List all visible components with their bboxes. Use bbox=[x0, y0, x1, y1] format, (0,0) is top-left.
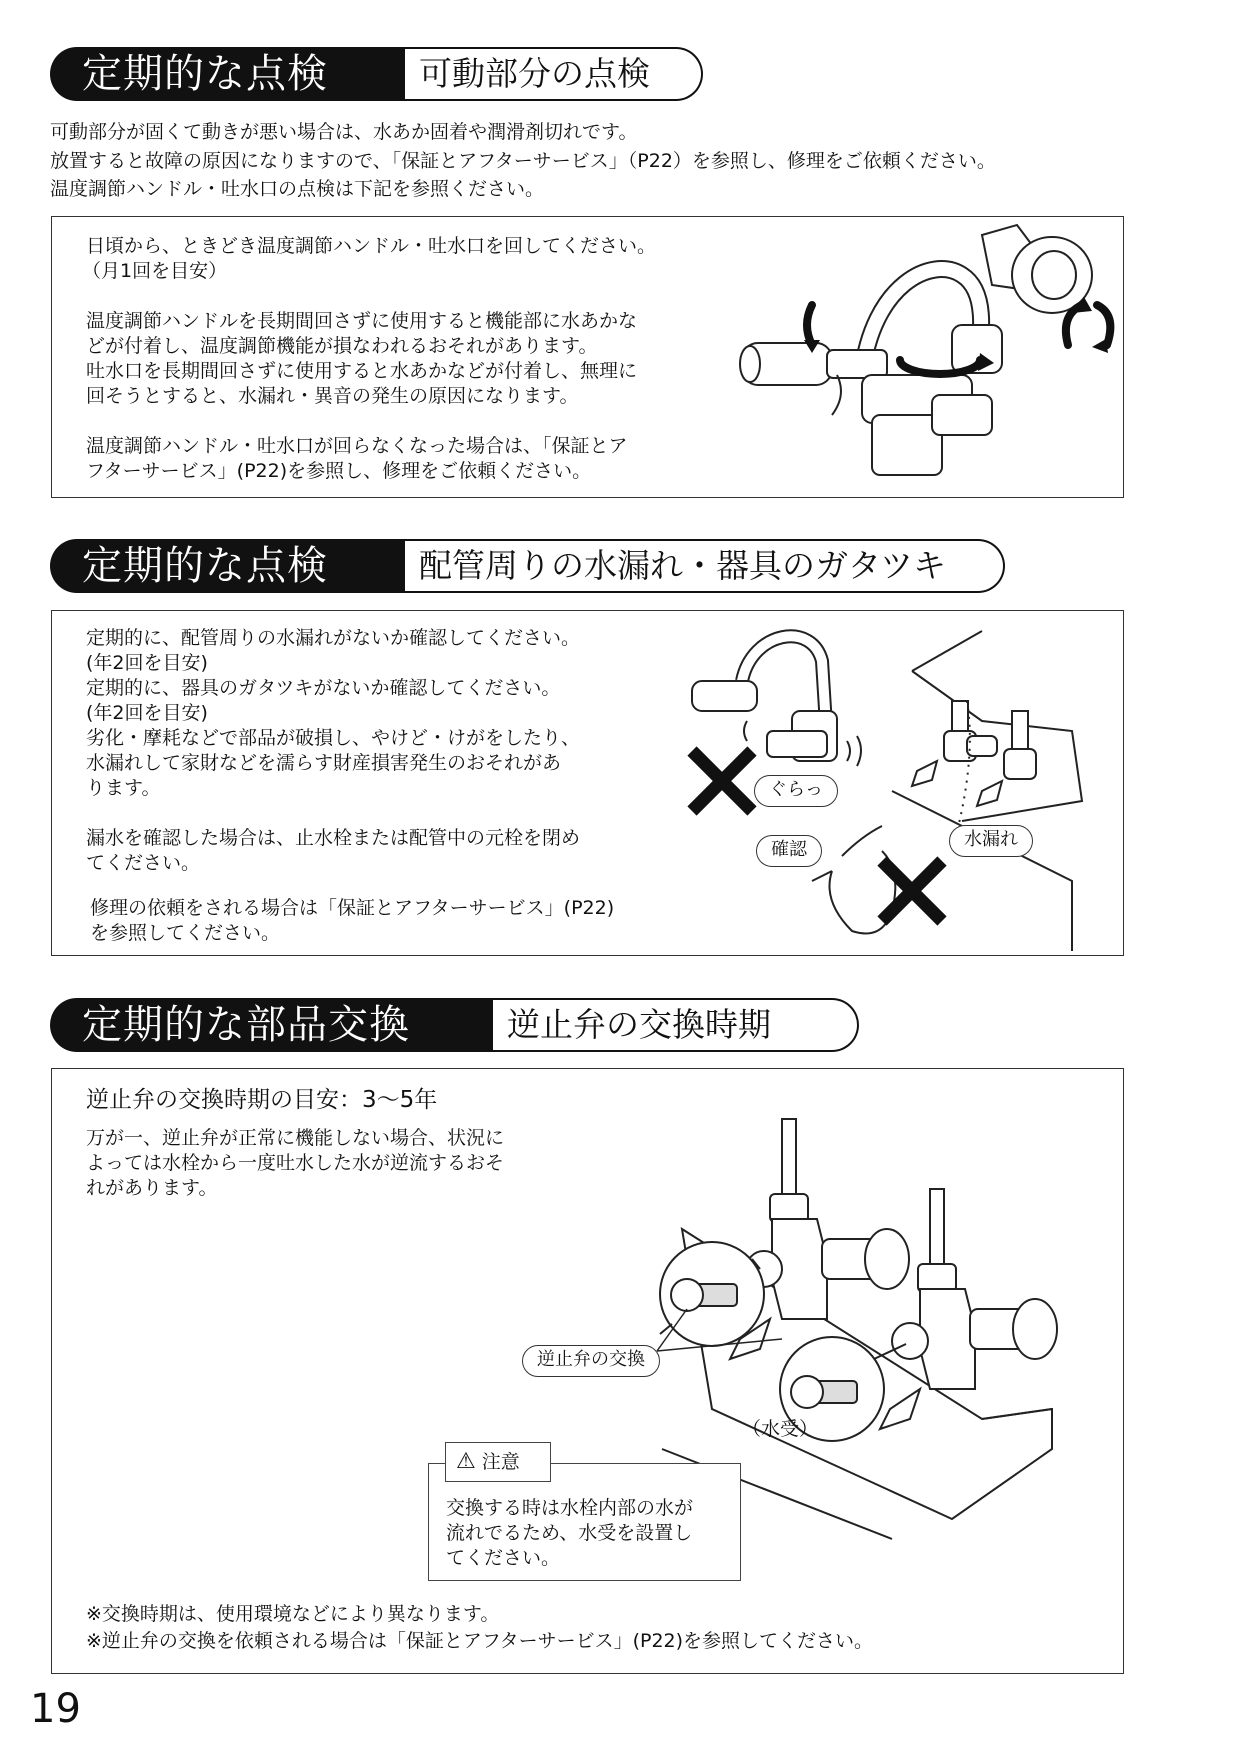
caution-line: てください。 bbox=[446, 1547, 561, 1569]
warning-triangle-icon: ⚠ bbox=[456, 1449, 476, 1474]
box-line: 劣化・摩耗などで部品が破損し、やけど・けがをしたり、 bbox=[86, 727, 581, 749]
caution-title-text: 注意 bbox=[481, 1451, 520, 1473]
desc-line: れがあります。 bbox=[86, 1177, 218, 1199]
valve-replacement-label: 逆止弁の交換 bbox=[522, 1345, 660, 1377]
repair-line: 修理の依頼をされる場合は「保証とアフターサービス」(P22) bbox=[90, 897, 615, 919]
box-line: 定期的に、配管周りの水漏れがないか確認してください。 bbox=[86, 627, 581, 649]
page-number: 19 bbox=[30, 1686, 81, 1732]
box-line: 回そうとすると、水漏れ・異音の発生の原因になります。 bbox=[86, 385, 579, 407]
repair-line: を参照してください。 bbox=[90, 922, 281, 944]
note-line: ※交換時期は、使用環境などにより異なります。 bbox=[86, 1603, 500, 1625]
box-line: (年2回を目安) bbox=[86, 652, 208, 674]
box-line: （月1回を目安） bbox=[82, 260, 228, 282]
section-subtitle: 可動部分の点検 bbox=[405, 47, 703, 101]
caution-line: 交換する時は水栓内部の水が bbox=[446, 1497, 694, 1519]
leak-label: 水漏れ bbox=[949, 825, 1033, 857]
leak-line: てください。 bbox=[86, 852, 201, 874]
check-label: 確認 bbox=[756, 835, 822, 867]
desc-line: 万が一、逆止弁が正常に機能しない場合、状況に bbox=[86, 1127, 505, 1149]
leak-line: 漏水を確認した場合は、止水栓または配管中の元栓を閉め bbox=[86, 827, 581, 849]
section2-box bbox=[51, 610, 1124, 956]
note-line: ※逆止弁の交換を依頼される場合は「保証とアフターサービス」(P22)を参照してください。 bbox=[86, 1630, 874, 1652]
intro-line: 温度調節ハンドル・吐水口の点検は下記を参照ください。 bbox=[50, 178, 545, 200]
wobble-label: ぐらっ bbox=[754, 775, 838, 807]
section1-box bbox=[51, 216, 1124, 498]
caution-line: 流れでるため、水受を設置し bbox=[446, 1522, 693, 1544]
box-line: 水漏れして家財などを濡らす財産損害発生のおそれがあ bbox=[86, 752, 562, 774]
section-subtitle: 逆止弁の交換時期 bbox=[493, 998, 859, 1052]
section-subtitle: 配管周りの水漏れ・器具のガタツキ bbox=[405, 539, 1005, 593]
caution-box bbox=[428, 1449, 741, 1581]
section-title: 定期的な点検 bbox=[50, 47, 405, 101]
box-line: 温度調節ハンドル・吐水口が回らなくなった場合は、「保証とア bbox=[86, 435, 628, 457]
section-title: 定期的な点検 bbox=[50, 539, 405, 593]
faucet-rotation-illustration bbox=[732, 225, 1122, 493]
box-line: 定期的に、器具のガタツキがないか確認してください。 bbox=[86, 677, 561, 699]
box-line: どが付着し、温度調節機能が損なわれるおそれがあります。 bbox=[86, 335, 598, 357]
box-line: (年2回を目安) bbox=[86, 702, 208, 724]
wobble-faucet-illustration bbox=[682, 621, 1122, 951]
section-title: 定期的な部品交換 bbox=[50, 998, 493, 1052]
box-line: フターサービス」(P22)を参照し、修理をご依頼ください。 bbox=[86, 460, 592, 482]
desc-line: よっては水栓から一度吐水した水が逆流するおそ bbox=[86, 1152, 505, 1174]
replacement-heading: 逆止弁の交換時期の目安：3〜5年 bbox=[86, 1087, 438, 1113]
intro-line: 可動部分が固くて動きが悪い場合は、水あか固着や潤滑剤切れです。 bbox=[50, 121, 638, 143]
intro-line: 放置すると故障の原因になりますので、「保証とアフターサービス」（P22）を参照し、修理をご依頼ください。 bbox=[50, 149, 996, 172]
box-line: 吐水口を長期間回さずに使用すると水あかなどが付着し、無理に bbox=[86, 360, 638, 382]
caution-title bbox=[445, 1442, 551, 1482]
section1-intro bbox=[50, 118, 996, 204]
section3-box bbox=[51, 1068, 1124, 1674]
box-line: 温度調節ハンドルを長期間回さずに使用すると機能部に水あかな bbox=[86, 310, 638, 332]
box-line: 日頃から、ときどき温度調節ハンドル・吐水口を回してください。 bbox=[86, 235, 657, 257]
water-tray-label: （水受） bbox=[742, 1418, 819, 1440]
box-line: ります。 bbox=[86, 777, 161, 799]
